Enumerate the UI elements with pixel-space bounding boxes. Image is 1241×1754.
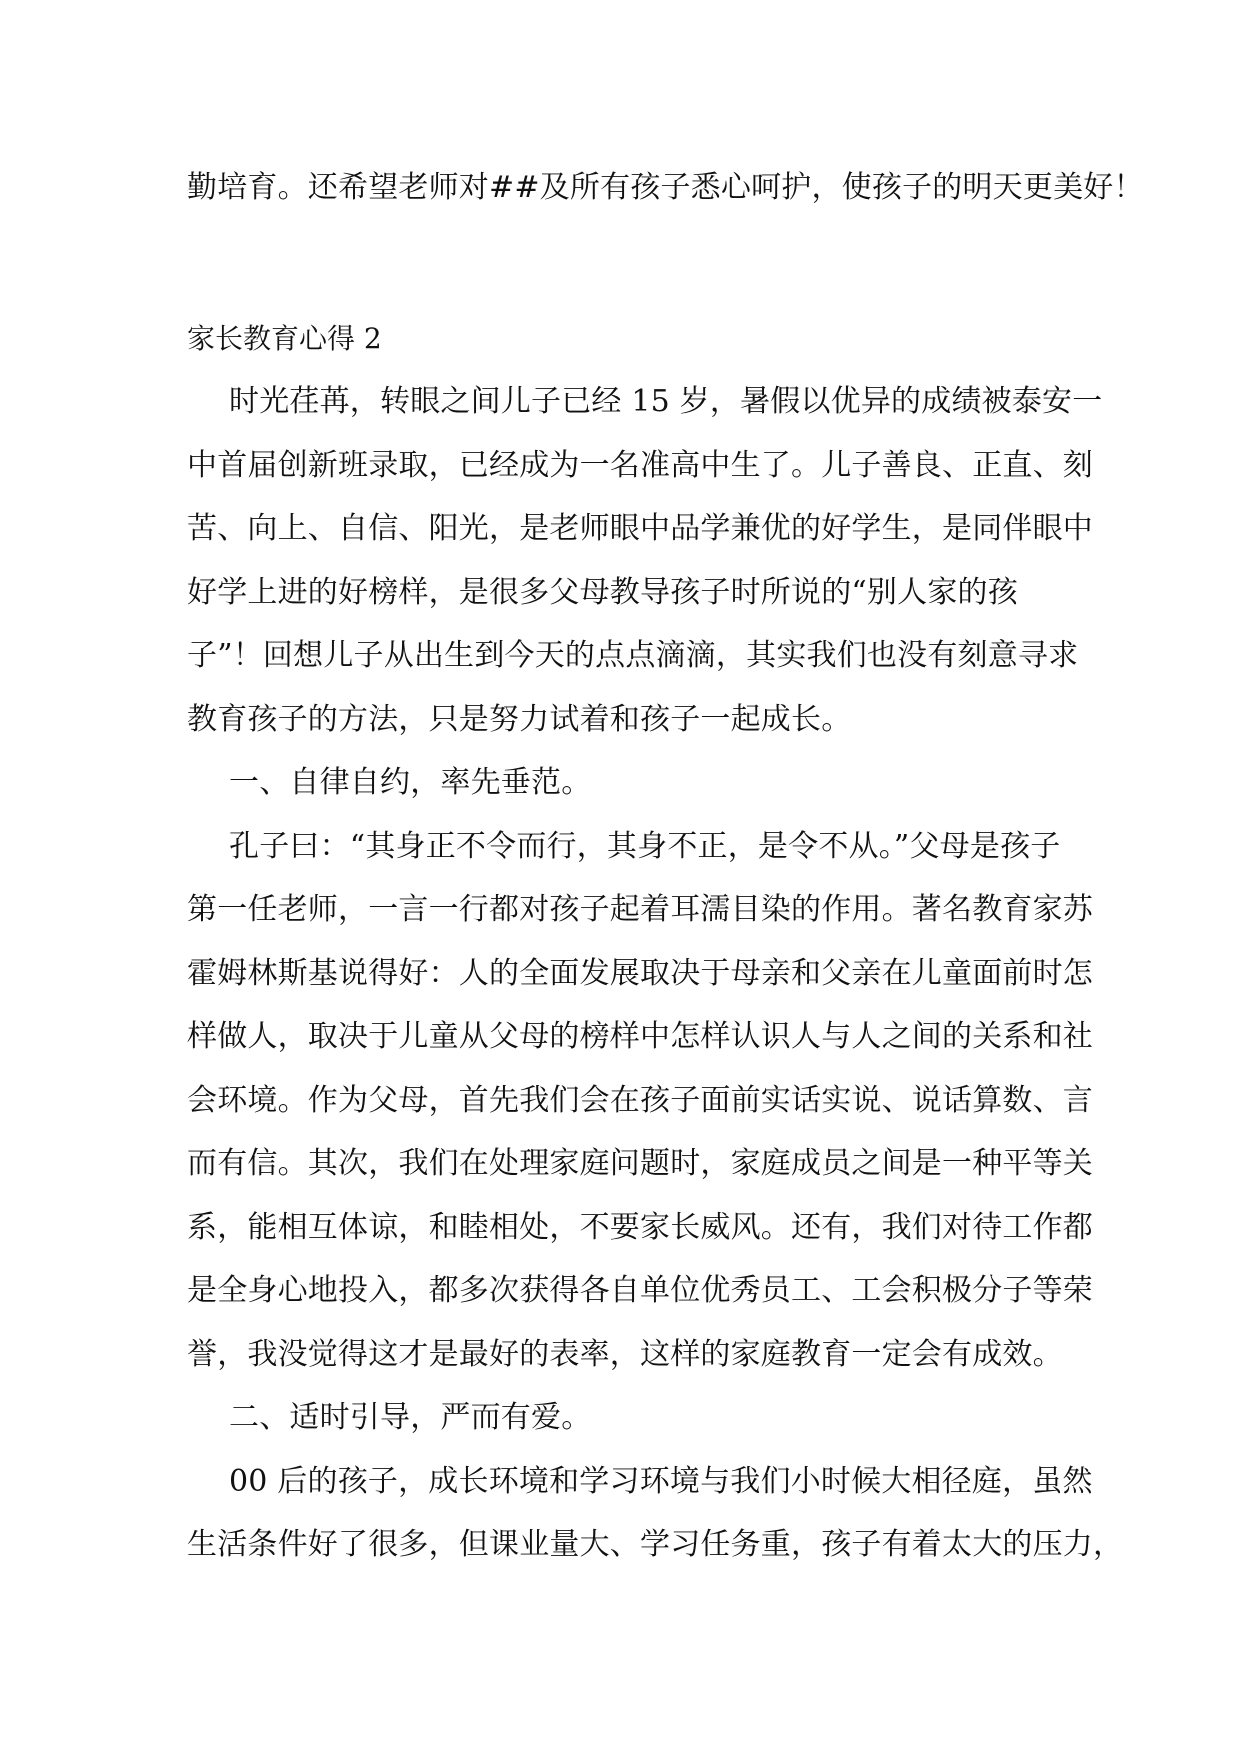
paragraph-2 <box>187 815 1093 1387</box>
paragraph-line: 样做人，取决于儿童从父母的榜样中怎样认识人与人之间的关系和社 <box>187 1019 1093 1054</box>
paragraph-line: 系，能相互体谅，和睦相处，不要家长威风。还有，我们对待工作都 <box>187 1209 1093 1245</box>
paragraph-line: 生活条件好了很多，但课业量大、学习任务重，孩子有着太大的压力， <box>187 1527 1124 1562</box>
paragraph-line: 霍姆林斯基说得好：人的全面发展取决于母亲和父亲在儿童面前时怎 <box>187 955 1093 991</box>
section-spacer <box>187 220 1057 307</box>
paragraph-1 <box>187 370 1103 751</box>
paragraph-line: 子”！回想儿子从出生到今天的点点滴滴，其实我们也没有刻意寻求 <box>187 638 1079 673</box>
paragraph-line: 中首届创新班录取，已经成为一名准高中生了。儿子善良、正直、刻 <box>187 447 1093 483</box>
paragraph-line: 第一任老师，一言一行都对孩子起着耳濡目染的作用。著名教育家苏 <box>187 892 1093 927</box>
document-body <box>187 156 1144 1577</box>
point-2-heading: 二、适时引导，严而有爱。 <box>229 1400 592 1435</box>
paragraph-line: 时光荏苒，转眼之间儿子已经 15 岁，暑假以优异的成绩被泰安一 <box>229 384 1103 419</box>
point-1-heading: 一、自律自约，率先垂范。 <box>229 765 592 800</box>
intro-line: 勤培育。还希望老师对##及所有孩子悉心呵护，使孩子的明天更美好！ <box>187 170 1144 205</box>
paragraph-line: 00 后的孩子，成长环境和学习环境与我们小时候大相径庭，虽然 <box>229 1463 1093 1499</box>
paragraph-line: 苦、向上、自信、阳光，是老师眼中品学兼优的好学生，是同伴眼中 <box>187 511 1093 546</box>
paragraph-line: 教育孩子的方法，只是努力试着和孩子一起成长。 <box>187 701 852 737</box>
paragraph-line: 而有信。其次，我们在处理家庭问题时，家庭成员之间是一种平等关 <box>187 1146 1093 1181</box>
paragraph-line: 誉，我没觉得这才是最好的表率，这样的家庭教育一定会有成效。 <box>187 1336 1063 1372</box>
paragraph-line: 会环境。作为父母，首先我们会在孩子面前实话实说、说话算数、言 <box>187 1082 1093 1118</box>
paragraph-line: 孔子曰：“其身正不令而行，其身不正，是令不从。”父母是孩子 <box>229 828 1061 864</box>
paragraph-line: 好学上进的好榜样，是很多父母教导孩子时所说的“别人家的孩 <box>187 574 1018 610</box>
paragraph-line: 是全身心地投入，都多次获得各自单位优秀员工、工会积极分子等荣 <box>187 1273 1093 1308</box>
paragraph-3 <box>187 1450 1124 1577</box>
section-title: 家长教育心得 2 <box>187 321 382 355</box>
